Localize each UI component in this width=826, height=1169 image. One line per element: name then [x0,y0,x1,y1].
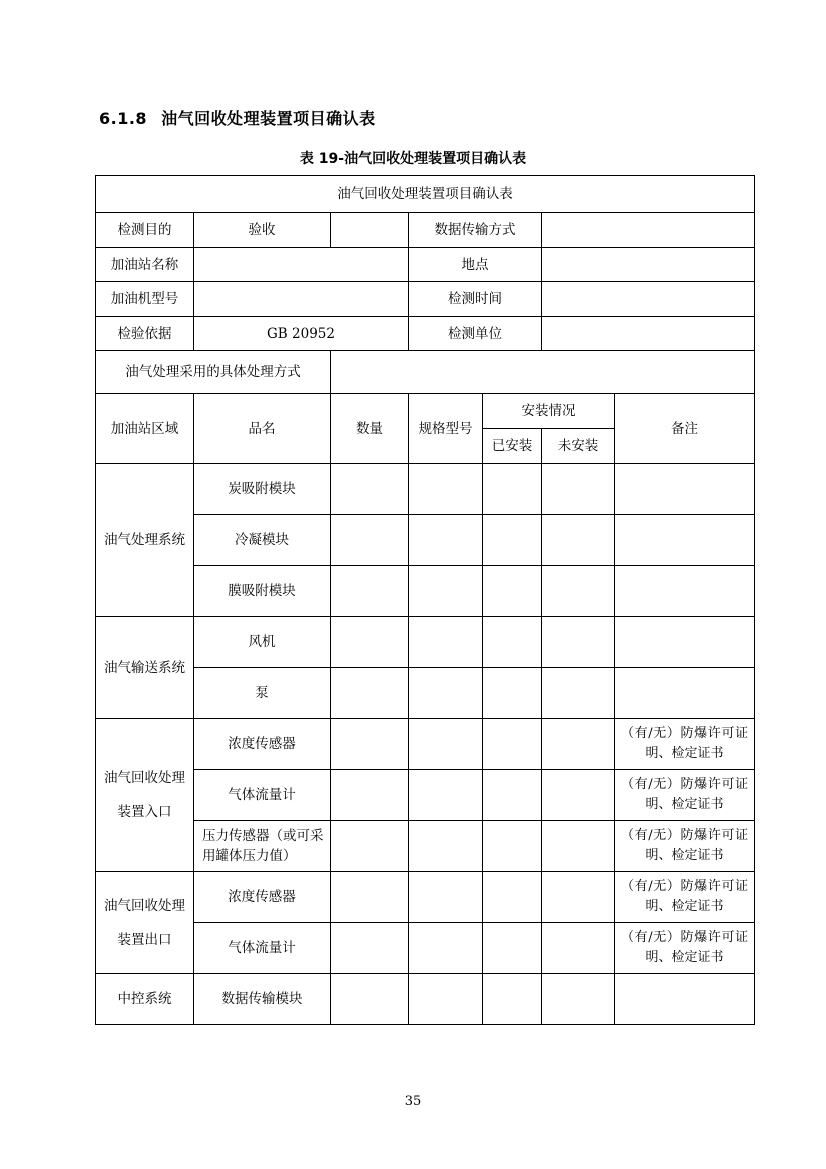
empty-cell [483,770,542,821]
empty-cell [409,872,483,923]
basis-label: 检验依据 [96,317,194,351]
remark-cell: （有/无）防爆许可证明、检定证书 [615,770,755,821]
model-label: 加油机型号 [96,282,194,317]
item-name: 膜吸附模块 [194,566,331,617]
item-name: 气体流量计 [194,770,331,821]
header-name: 品名 [194,394,331,464]
empty-cell [331,872,409,923]
purpose-label: 检测目的 [96,213,194,248]
empty-cell [615,566,755,617]
time-label: 检测时间 [409,282,542,317]
empty-cell [331,923,409,974]
item-name: 压力传感器（或可采用罐体压力值） [194,821,331,872]
purpose-extra-cell [331,213,409,248]
empty-cell [409,923,483,974]
empty-cell [615,974,755,1025]
empty-cell [542,974,615,1025]
empty-cell [409,668,483,719]
empty-cell [331,464,409,515]
basis-value: GB 20952 [194,317,409,351]
header-area: 加油站区域 [96,394,194,464]
empty-cell [331,668,409,719]
empty-cell [615,464,755,515]
area-cell: 油气处理系统 [96,464,194,617]
area-cell: 油气输送系统 [96,617,194,719]
unit-value [542,317,755,351]
area-cell: 油气回收处理装置入口 [96,719,194,872]
header-not-installed: 未安装 [542,429,615,464]
empty-cell [542,770,615,821]
empty-cell [483,719,542,770]
empty-cell [409,719,483,770]
station-label: 加油站名称 [96,248,194,282]
empty-cell [409,821,483,872]
empty-cell [483,872,542,923]
empty-cell [409,515,483,566]
confirmation-table [95,175,755,1025]
empty-cell [542,617,615,668]
header-installed: 已安装 [483,429,542,464]
section-title: 油气回收处理装置项目确认表 [161,109,376,128]
header-install: 安装情况 [483,394,615,429]
header-remark: 备注 [615,394,755,464]
empty-cell [483,566,542,617]
empty-cell [615,515,755,566]
empty-cell [615,617,755,668]
empty-cell [542,668,615,719]
area-cell: 油气回收处理装置出口 [96,872,194,974]
item-name: 数据传输模块 [194,974,331,1025]
page-number: 35 [404,1094,422,1109]
item-name: 泵 [194,668,331,719]
empty-cell [483,617,542,668]
empty-cell [331,515,409,566]
empty-cell [483,515,542,566]
item-name: 浓度传感器 [194,719,331,770]
section-heading [99,106,376,129]
table-caption: 表 19-油气回收处理装置项目确认表 [299,151,527,167]
item-name: 浓度传感器 [194,872,331,923]
location-value [542,248,755,282]
empty-cell [542,821,615,872]
purpose-value: 验收 [194,213,331,248]
empty-cell [542,464,615,515]
empty-cell [483,923,542,974]
method-value [331,351,755,394]
empty-cell [542,566,615,617]
remark-cell: （有/无）防爆许可证明、检定证书 [615,719,755,770]
empty-cell [483,668,542,719]
empty-cell [483,821,542,872]
empty-cell [331,719,409,770]
header-spec: 规格型号 [409,394,483,464]
time-value [542,282,755,317]
empty-cell [409,464,483,515]
empty-cell [409,770,483,821]
section-number: 6.1.8 [99,109,148,128]
empty-cell [331,770,409,821]
item-name: 气体流量计 [194,923,331,974]
empty-cell [331,821,409,872]
empty-cell [542,923,615,974]
station-value [194,248,409,282]
remark-cell: （有/无）防爆许可证明、检定证书 [615,872,755,923]
empty-cell [409,566,483,617]
item-name: 炭吸附模块 [194,464,331,515]
empty-cell [542,719,615,770]
empty-cell [331,566,409,617]
empty-cell [331,974,409,1025]
method-label: 油气处理采用的具体处理方式 [96,351,331,394]
model-value [194,282,409,317]
empty-cell [483,974,542,1025]
header-quantity: 数量 [331,394,409,464]
location-label: 地点 [409,248,542,282]
table-title: 油气回收处理装置项目确认表 [96,176,755,213]
item-name: 冷凝模块 [194,515,331,566]
area-cell: 中控系统 [96,974,194,1025]
unit-label: 检测单位 [409,317,542,351]
transmission-value [542,213,755,248]
empty-cell [409,617,483,668]
empty-cell [483,464,542,515]
remark-cell: （有/无）防爆许可证明、检定证书 [615,923,755,974]
empty-cell [542,515,615,566]
empty-cell [409,974,483,1025]
item-name: 风机 [194,617,331,668]
transmission-label: 数据传输方式 [409,213,542,248]
remark-cell: （有/无）防爆许可证明、检定证书 [615,821,755,872]
empty-cell [615,668,755,719]
empty-cell [542,872,615,923]
empty-cell [331,617,409,668]
